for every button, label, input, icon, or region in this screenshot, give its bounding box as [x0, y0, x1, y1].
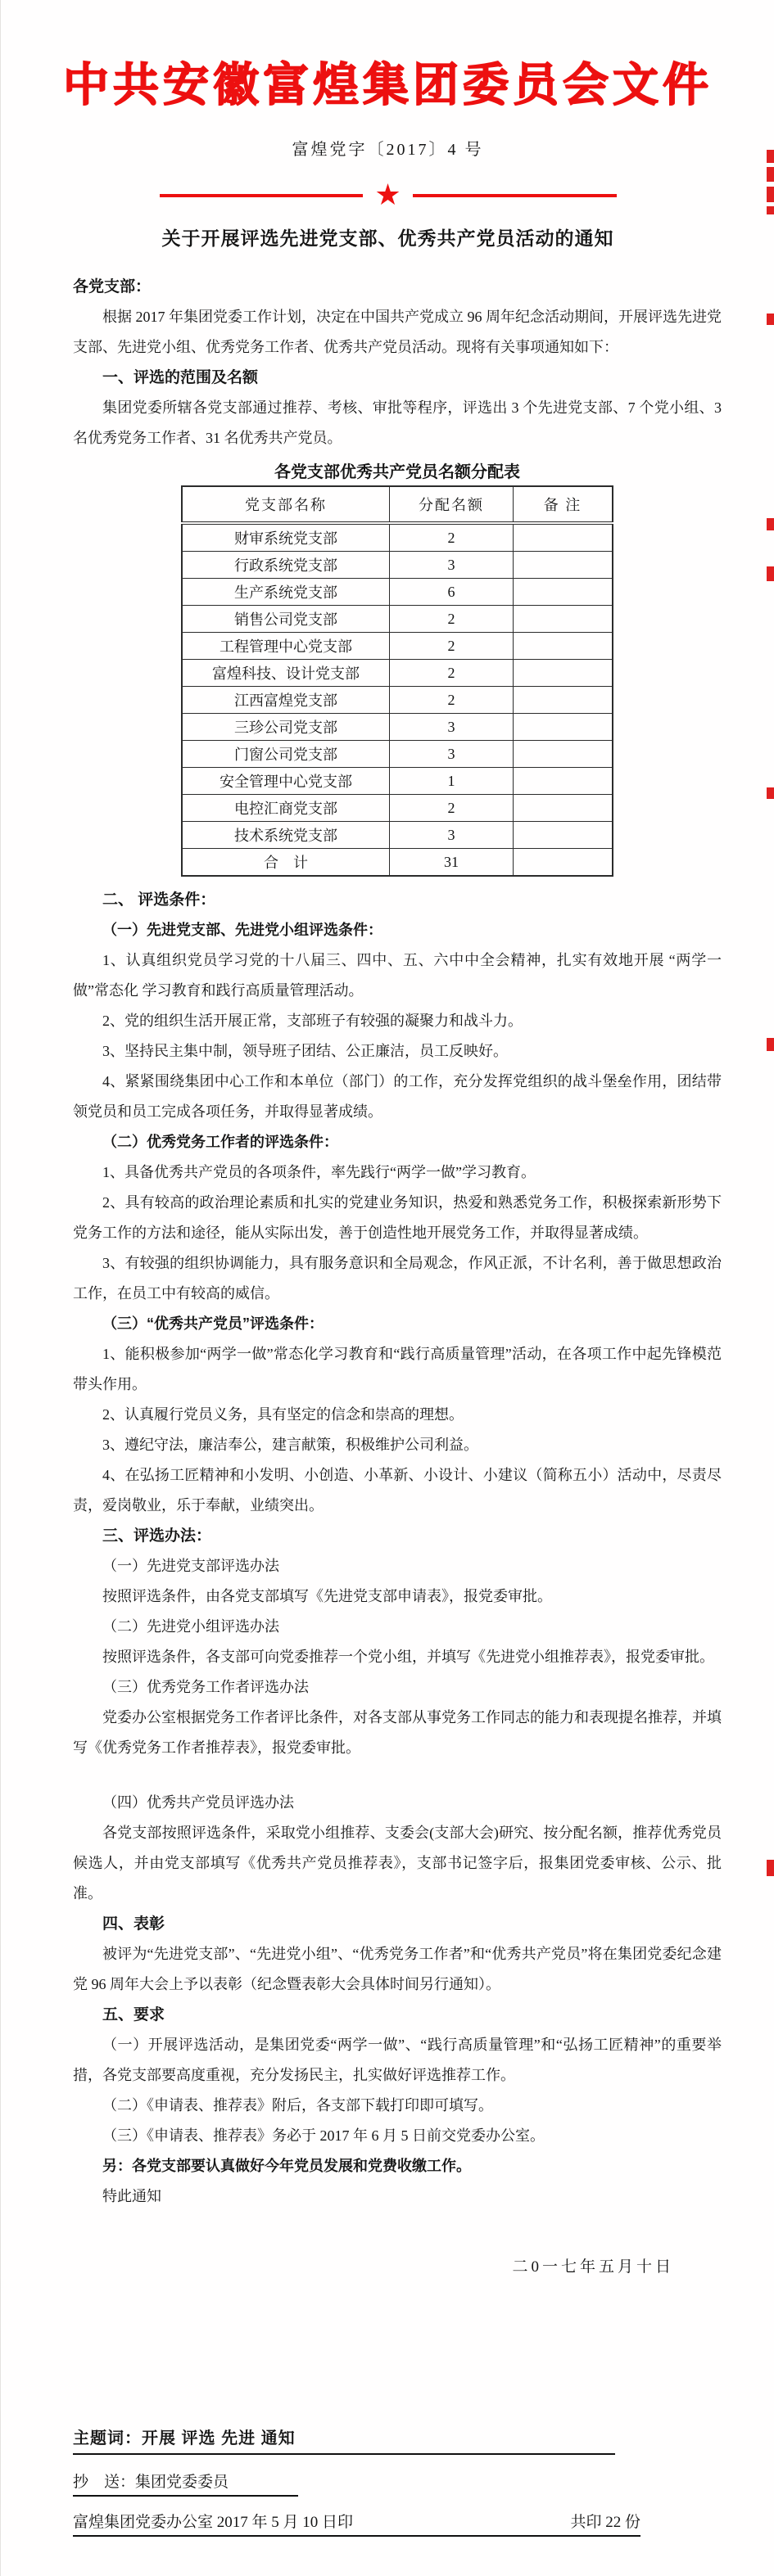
subject-line: [73, 2425, 615, 2455]
table-row: [182, 579, 613, 606]
paragraph: （一）先进党支部评选办法: [102, 1558, 279, 1574]
paragraph: （四）优秀共产党员评选办法: [102, 1794, 294, 1811]
cc-value: 集团党委委员: [135, 2474, 229, 2491]
table-row: [182, 849, 613, 877]
table-header-row: [182, 486, 613, 523]
remark-cell: [514, 795, 613, 822]
paragraph: 四、表彰: [102, 1915, 165, 1933]
branch-name-cell: 江西富煌党支部: [182, 687, 390, 714]
star-icon: ★: [374, 178, 401, 211]
paragraph: 各党支部：: [73, 278, 152, 295]
remark-cell: [514, 687, 613, 714]
branch-name-cell: 富煌科技、设计党支部: [182, 660, 390, 687]
allocation-table-title: 各党支部优秀共产党员名额分配表: [274, 463, 520, 481]
paragraph: 1、认真组织党员学习党的十八届三、四中、五、六中中全会精神，扎实有效地开展 “两学一做”常态化 学习教育和践行高质量管理活动。: [73, 952, 722, 999]
table-row: [182, 552, 613, 579]
branch-name-cell: 门窗公司党支部: [182, 741, 390, 768]
table-row: [182, 822, 613, 849]
remark-cell: [514, 633, 613, 660]
document-number: 富煌党字〔2017〕4 号: [292, 141, 484, 159]
quota-cell: 2: [390, 687, 514, 714]
remark-cell: [514, 849, 613, 877]
quota-cell: 2: [390, 660, 514, 687]
scan-artifact: [767, 518, 774, 530]
paragraph: 二、 评选条件：: [102, 891, 216, 909]
quota-cell: 2: [390, 523, 514, 552]
document-footer: [73, 2425, 728, 2537]
scan-artifact: [767, 150, 774, 163]
paragraph: 按照评选条件，各支部可向党委推荐一个党小组，并填写《先进党小组推荐表》，报党委审批。: [102, 1649, 714, 1665]
branch-name-cell: 销售公司党支部: [182, 606, 390, 633]
paragraph: 各党支部按照评选条件，采取党小组推荐、支委会(支部大会)研究、按分配名额，推荐优秀党员候选人，并由党支部填写《优秀共产党员推荐表》，支部书记签字后，报集团党委审核、公示、批准。: [73, 1825, 722, 1902]
remark-cell: [514, 579, 613, 606]
date-line: 二0一七年五月十日: [512, 2258, 674, 2276]
quota-cell: 1: [390, 768, 514, 795]
red-divider: [160, 178, 617, 211]
quota-cell: 2: [390, 633, 514, 660]
paragraph: 三、评选办法：: [102, 1527, 212, 1545]
quota-cell: 3: [390, 822, 514, 849]
paragraph: 党委办公室根据党务工作者评比条件，对各支部从事党务工作同志的能力和表现提名推荐，并填写《优秀党务工作者推荐表》，报党委审批。: [73, 1709, 722, 1756]
branch-name-cell: 财审系统党支部: [182, 523, 390, 552]
table-row: [182, 687, 613, 714]
remark-cell: [514, 523, 613, 552]
paragraph: （三）《申请表、推荐表》务必于 2017 年 6 月 5 日前交党委办公室。: [102, 2127, 545, 2144]
branch-name-cell: 生产系统党支部: [182, 579, 390, 606]
paragraph: （一）先进党支部、先进党小组评选条件：: [102, 922, 382, 938]
table-row: [182, 523, 613, 552]
branch-name-cell: 合 计: [182, 849, 390, 877]
paragraph: 五、要求: [102, 2006, 165, 2023]
imprint-copies: 共印 22 份: [570, 2514, 640, 2531]
branch-name-cell: 电控汇商党支部: [182, 795, 390, 822]
paragraph: 2、认真履行党员义务，具有坚定的信念和崇高的理想。: [102, 1406, 464, 1423]
paragraph: 特此通知: [102, 2188, 161, 2204]
paragraph: （二）《申请表、推荐表》附后，各支部下载打印即可填写。: [102, 2097, 493, 2114]
quota-cell: 3: [390, 714, 514, 741]
paragraph: （三）“优秀共产党员”评选条件：: [102, 1315, 324, 1332]
imprint-line: [73, 2510, 640, 2537]
remark-cell: [514, 768, 613, 795]
subject-label: 主题词：: [73, 2429, 142, 2447]
divider-line-left: [160, 194, 364, 197]
paragraph: 3、坚持民主集中制，领导班子团结、公正廉洁，员工反映好。: [102, 1043, 508, 1059]
paragraph: 3、遵纪守法，廉洁奉公，建言献策，积极维护公司利益。: [102, 1437, 478, 1453]
scan-artifact: [767, 167, 774, 182]
quota-cell: 3: [390, 552, 514, 579]
paragraph: 1、能积极参加“两学一做”常态化学习教育和“践行高质量管理”活动，在各项工作中起先锋模范带头作用。: [73, 1346, 722, 1392]
paragraph: 另：各党支部要认真做好今年党员发展和党费收缴工作。: [102, 2158, 471, 2174]
scan-artifact: [767, 1860, 774, 1876]
table-row: [182, 741, 613, 768]
paragraph: （二）先进党小组评选办法: [102, 1618, 279, 1635]
paragraph: 4、在弘扬工匠精神和小发明、小创造、小革新、小设计、小建议（简称五小）活动中，尽责尽责，爱岗敬业，乐于奉献，业绩突出。: [73, 1467, 722, 1514]
table-row: [182, 606, 613, 633]
scan-artifact: [767, 787, 774, 799]
remark-cell: [514, 552, 613, 579]
paragraph: 按照评选条件，由各党支部填写《先进党支部申请表》，报党委审批。: [102, 1588, 552, 1604]
remark-cell: [514, 714, 613, 741]
body-before-table: [73, 272, 722, 453]
table-header-name: 党支部名称: [182, 486, 390, 523]
paragraph: 3、有较强的组织协调能力，具有服务意识和全局观念，作风正派，不计名利，善于做思想政治工作，在员工中有较高的威信。: [73, 1255, 722, 1302]
paragraph: 2、具有较高的政治理论素质和扎实的党建业务知识，热爱和熟悉党务工作，积极探索新形势下党务工作的方法和途径，能从实际出发，善于创造性地开展党务工作，并取得显著成绩。: [73, 1194, 722, 1241]
scan-artifact: [767, 206, 774, 214]
quota-cell: 3: [390, 741, 514, 768]
quota-cell: 6: [390, 579, 514, 606]
cc-label: 抄 送：: [73, 2474, 136, 2491]
quota-cell: 2: [390, 606, 514, 633]
divider-line-right: [413, 194, 617, 197]
paragraph: 根据 2017 年集团党委工作计划，决定在中国共产党成立 96 周年纪念活动期间，开展评选先进党支部、先进党小组、优秀党务工作者、优秀共产党员活动。现将有关事项通知如下：: [73, 309, 722, 355]
branch-name-cell: 安全管理中心党支部: [182, 768, 390, 795]
allocation-table: [181, 485, 613, 877]
paragraph: 被评为“先进党支部”、“先进党小组”、“优秀党务工作者”和“优秀共产党员”将在集团党委纪念建党 96 周年大会上予以表彰（纪念暨表彰大会具体时间另行通知）。: [73, 1946, 722, 1992]
branch-name-cell: 工程管理中心党支部: [182, 633, 390, 660]
table-row: [182, 714, 613, 741]
table-row: [182, 768, 613, 795]
remark-cell: [514, 606, 613, 633]
remark-cell: [514, 822, 613, 849]
table-header-quota: 分配名额: [390, 486, 514, 523]
quota-cell: 31: [390, 849, 514, 877]
table-header-remark: 备 注: [514, 486, 613, 523]
branch-name-cell: 行政系统党支部: [182, 552, 390, 579]
letterhead-org-title: 中共安徽富煌集团委员会文件: [63, 59, 713, 111]
imprint-office-date: 富煌集团党委办公室 2017 年 5 月 10 日印: [73, 2514, 354, 2531]
scan-artifact: [767, 566, 774, 581]
paragraph: 集团党委所辖各党支部通过推荐、考核、审批等程序，评选出 3 个先进党支部、7 个党小组、3 名优秀党务工作者、31 名优秀共产党员。: [73, 399, 722, 446]
table-row: [182, 795, 613, 822]
paragraph: （三）优秀党务工作者评选办法: [102, 1679, 309, 1695]
cc-line: [73, 2470, 298, 2497]
branch-name-cell: 三珍公司党支部: [182, 714, 390, 741]
table-row: [182, 660, 613, 687]
paragraph: 4、紧紧围绕集团中心工作和本单位（部门）的工作，充分发挥党组织的战斗堡垒作用，团结带领党员和员工完成各项任务，并取得显著成绩。: [73, 1073, 722, 1120]
remark-cell: [514, 741, 613, 768]
scan-artifact: [767, 187, 774, 202]
scan-artifact: [767, 314, 774, 325]
branch-name-cell: 技术系统党支部: [182, 822, 390, 849]
paragraph: （一）开展评选活动，是集团党委“两学一做”、“践行高质量管理”和“弘扬工匠精神”的重要举措，各党支部要高度重视，充分发扬民主，扎实做好评选推荐工作。: [73, 2037, 722, 2083]
document-body: [1, 250, 774, 2276]
paragraph: 1、具备优秀共产党员的各项条件，率先践行“两学一做”学习教育。: [102, 1164, 536, 1180]
paragraph: 一、评选的范围及名额: [102, 369, 259, 386]
subject-value: 开展 评选 先进 通知: [142, 2429, 296, 2447]
remark-cell: [514, 660, 613, 687]
document-title: 关于开展评选先进党支部、优秀共产党员活动的通知: [161, 228, 614, 249]
paragraph: 2、党的组织生活开展正常，支部班子有较强的凝聚力和战斗力。: [102, 1013, 523, 1029]
scan-artifact: [767, 1038, 774, 1051]
paragraph: （二）优秀党务工作者的评选条件：: [102, 1134, 338, 1150]
body-after-table: [73, 885, 722, 2212]
table-row: [182, 633, 613, 660]
quota-cell: 2: [390, 795, 514, 822]
